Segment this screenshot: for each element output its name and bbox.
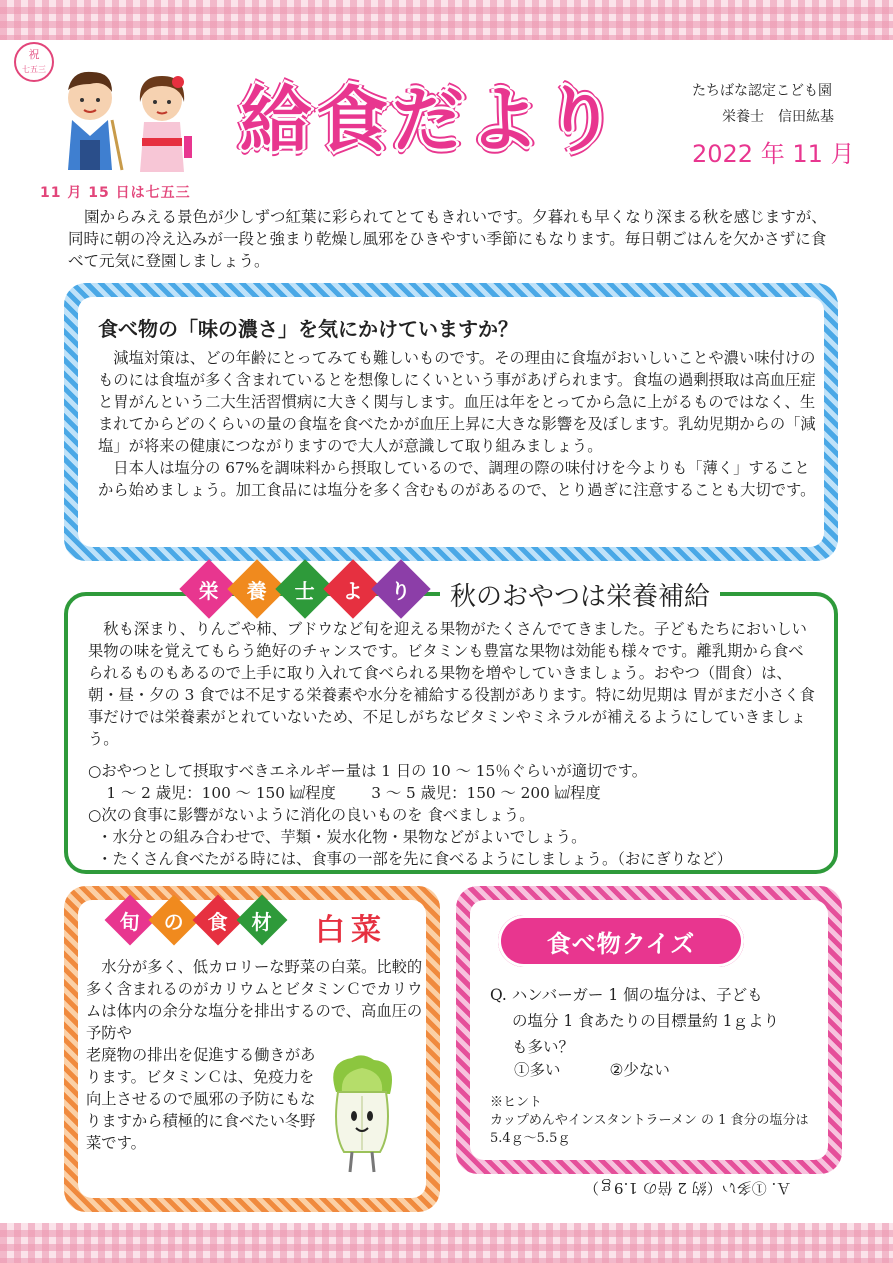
snack-section-body [88, 618, 818, 750]
snack-tip-1: ○おやつとして摂取すべきエネルギー量は 1 日の 10 ～ 15％ぐらいが適切です。 [88, 762, 647, 780]
salt-para-1: 減塩対策は、どの年齢にとってみても難しいものです。その理由に食塩がおいしいことや濃い味付けのものには食塩が多く含まれているとを想像しにくいという事があげられます。食塩の過剰摂取は高血圧症と胃がんという二大生活習慣病に大きく関与します。血圧は年をとってから急に上がるものではなく、生まれてからどのくらいの量の食塩を食べたかが血圧上昇に大きな影響を及ぼします。乳幼児期からの「減塩」が将来の健康につながりますので大人が意識して取り組みましょう。 [98, 349, 816, 455]
seasonal-text-2: 老廃物の排出を促進する働きがあります。ビタミンＣは、免疫力を向上させるので風邪の予防にもなりますから積極的に食べたい冬野菜です。 [86, 1046, 316, 1152]
salt-section-heading: 食べ物の「味の濃さ」を気にかけていますか？ [98, 317, 518, 341]
org-info [692, 78, 834, 130]
intro-paragraph [68, 206, 838, 272]
quiz-answer-upside-down: Ａ. ①多い（約 2 倍の 1.9ｇ） [584, 1179, 792, 1197]
quiz-hint [490, 1094, 830, 1148]
quiz-question [490, 982, 820, 1060]
season-chip-3-label: 食 [208, 909, 228, 934]
bottom-gingham-border [0, 1223, 893, 1263]
seasonal-chips [112, 902, 280, 938]
shichigosan-caption: 11 月 15 日は七五三 [40, 185, 191, 201]
chip-1-label: 栄 [199, 578, 219, 603]
snack-tip-2-sub-1: ・水分との組み合わせで、芋類・炭水化物・果物などがよいでしょう。 [97, 828, 587, 846]
newsletter-title: 給食だより [240, 78, 621, 162]
seasonal-food-name: 白菜 [315, 913, 387, 948]
intro-text: 園からみえる景色が少しずつ紅葉に彩られてとてもきれいです。夕暮れも早くなり深まる秋を感じますが、同時に朝の冷え込みが一段と強まり乾燥し風邪をひきやすい季節にもなります。毎日朝ごはんを欠かさずに食べて元気に登園しましょう。 [68, 208, 827, 270]
season-chip-2-label: の [164, 909, 184, 934]
quiz-option-1: ①多い [514, 1061, 561, 1079]
snack-tips-list [88, 760, 828, 870]
issue-date: 2022 年 11 月 [692, 140, 855, 168]
quiz-option-2: ②少ない [609, 1061, 670, 1079]
nutritionist-chips [188, 568, 422, 610]
snack-section-title: 秋のおやつは栄養補給 [440, 576, 720, 613]
chip-4-label: よ [343, 578, 363, 603]
quiz-options [514, 1058, 714, 1080]
chip-5-label: り [391, 578, 411, 603]
snack-tip-2: ○次の食事に影響がないように消化の良いものを 食べましょう。 [88, 806, 535, 824]
quiz-hint-text: カップめんやインスタントラーメン の 1 食分の塩分は 5.4ｇ～5.5ｇ [490, 1113, 809, 1146]
seasonal-text-1: 水分が多く、低カロリーな野菜の白菜。比較的多く含まれるのがカリウムとビタミンＣでカリウムは体内の余分な塩分を排出するので、高血圧の予防や [86, 958, 423, 1042]
season-chip-4 [237, 895, 288, 946]
snack-tip-2-sub-2: ・たくさん食べたがる時には、食事の一部を先に食べるようにしましょう。（おにぎりなど） [97, 850, 732, 868]
chip-3-label: 士 [295, 578, 315, 603]
quiz-question-line-3: も多い？ [512, 1038, 575, 1056]
cabbage-illustration [322, 1052, 402, 1178]
quiz-title-pill [498, 915, 744, 967]
snack-section-box [64, 592, 838, 874]
season-chip-1-label: 旬 [120, 909, 140, 934]
shichigosan-illustration [12, 40, 222, 180]
org-name: たちばな認定こども園 [692, 83, 832, 99]
season-chip-4-label: 材 [252, 909, 272, 934]
badge-bottom-text: 七五三 [22, 65, 46, 74]
nutritionist-name: 栄養士 信田紘基 [722, 109, 834, 125]
badge-top-text: 祝 [28, 48, 40, 61]
quiz-question-line-1: Q. ハンバーガー 1 個の塩分は、子ども [490, 986, 763, 1004]
snack-tip-1-sub: 1 ～ 2 歳児：100 ～ 150 ㎉程度 3 ～ 5 歳児：150 ～ 200 ㎉程度 [106, 784, 601, 802]
quiz-title: 食べ物クイズ [546, 929, 696, 958]
quiz-question-line-2: の塩分 1 食あたりの目標量約 1ｇより [512, 1012, 780, 1030]
chip-5 [371, 559, 430, 618]
snack-body-text: 秋も深まり、りんごや柿、ブドウなど旬を迎える果物がたくさんでてきました。子どもたちにおいしい果物の味を覚えてもらう絶好のチャンスです。ビタミンも豊富な果物は効能も様々です。離乳期から食べられるものもあるので上手に取り入れて食べられる果物を増やしていきましょう。おやつ（間食）は、朝・昼・夕の 3 食では不足する栄養素や水分を補給する役割があります。特に幼児期は 胃がまだ小さく食事だけでは栄養素がとれていないため、不足しがちなビタミンやミネラルが補えるようにしていきましょう。 [88, 620, 815, 748]
quiz-hint-label: ※ヒント [490, 1095, 543, 1110]
salt-section-box [64, 283, 838, 561]
salt-para-2: 日本人は塩分の 67%を調味料から摂取しているので、調理の際の味付けを今よりも「薄く」することから始めましょう。加工食品には塩分を多く含むものがあるので、とり過ぎに注意することも大切です。 [98, 459, 816, 499]
salt-section-body [98, 347, 818, 501]
top-gingham-border [0, 0, 893, 40]
chip-2-label: 養 [247, 578, 267, 603]
